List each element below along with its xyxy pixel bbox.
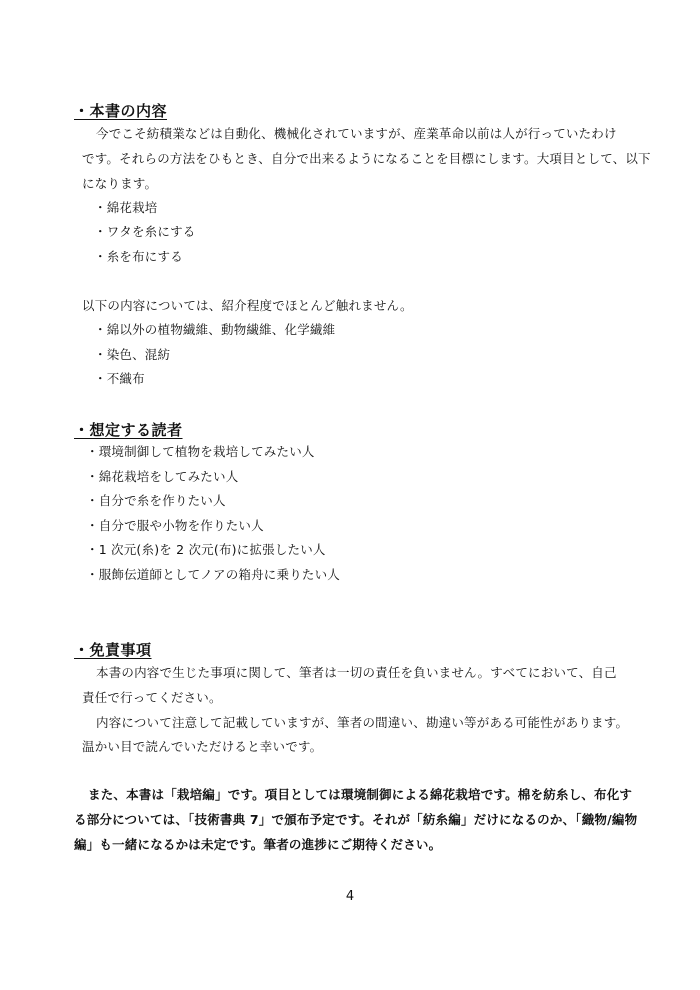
list-item: ・1 次元(糸)を 2 次元(布)に拡張したい人	[86, 542, 326, 557]
list-item: ・不織布	[94, 371, 145, 386]
paragraph-line: です。それらの方法をひもとき、自分で出来るようになることを目標にします。大項目として、以下	[82, 151, 651, 166]
list-item: ・綿花栽培	[94, 200, 158, 215]
paragraph-line: 本書の内容で生じた事項に関して、筆者は一切の責任を負いません。すべてにおいて、自己	[96, 665, 617, 680]
intro-note: 以下の内容については、紹介程度でほとんど触れません。	[82, 298, 413, 313]
list-item: ・染色、混紡	[94, 347, 171, 362]
closing-line: る部分については、「技術書典 7」で頒布予定です。それが「紡糸編」だけになるのか、「織物/編物	[74, 812, 638, 827]
page-number: 4	[345, 889, 355, 904]
list-item: ・糸を布にする	[94, 249, 183, 264]
list-item: ・服飾伝道師としてノアの箱舟に乗りたい人	[86, 567, 341, 582]
list-item: ・綿以外の植物繊維、動物繊維、化学繊維	[94, 322, 336, 337]
list-item: ・綿花栽培をしてみたい人	[86, 469, 239, 484]
paragraph-line: 責任で行ってください。	[82, 690, 222, 705]
section-heading-contents: ・本書の内容	[74, 102, 168, 120]
list-item: ・ワタを糸にする	[94, 224, 196, 239]
list-item: ・環境制御して植物を栽培してみたい人	[86, 444, 315, 459]
paragraph-line: 内容について注意して記載していますが、筆者の間違い、勘違い等がある可能性があります。	[96, 715, 629, 730]
section-heading-readers: ・想定する読者	[74, 421, 183, 439]
closing-line: 編」も一緒になるかは未定です。筆者の進捗にご期待ください。	[74, 837, 442, 852]
section-heading-disclaimer: ・免責事項	[74, 641, 152, 659]
paragraph-line: 温かい目で読んでいただけると幸いです。	[82, 739, 323, 754]
paragraph-line: 今でこそ紡積業などは自動化、機械化されていますが、産業革命以前は人が行っていたわけ	[96, 126, 617, 141]
paragraph-line: になります。	[82, 176, 158, 191]
list-item: ・自分で糸を作りたい人	[86, 493, 226, 508]
closing-line: また、本書は「栽培編」です。項目としては環境制御による綿花栽培です。棉を紡糸し、布化す	[88, 787, 633, 802]
list-item: ・自分で服や小物を作りたい人	[86, 518, 264, 533]
